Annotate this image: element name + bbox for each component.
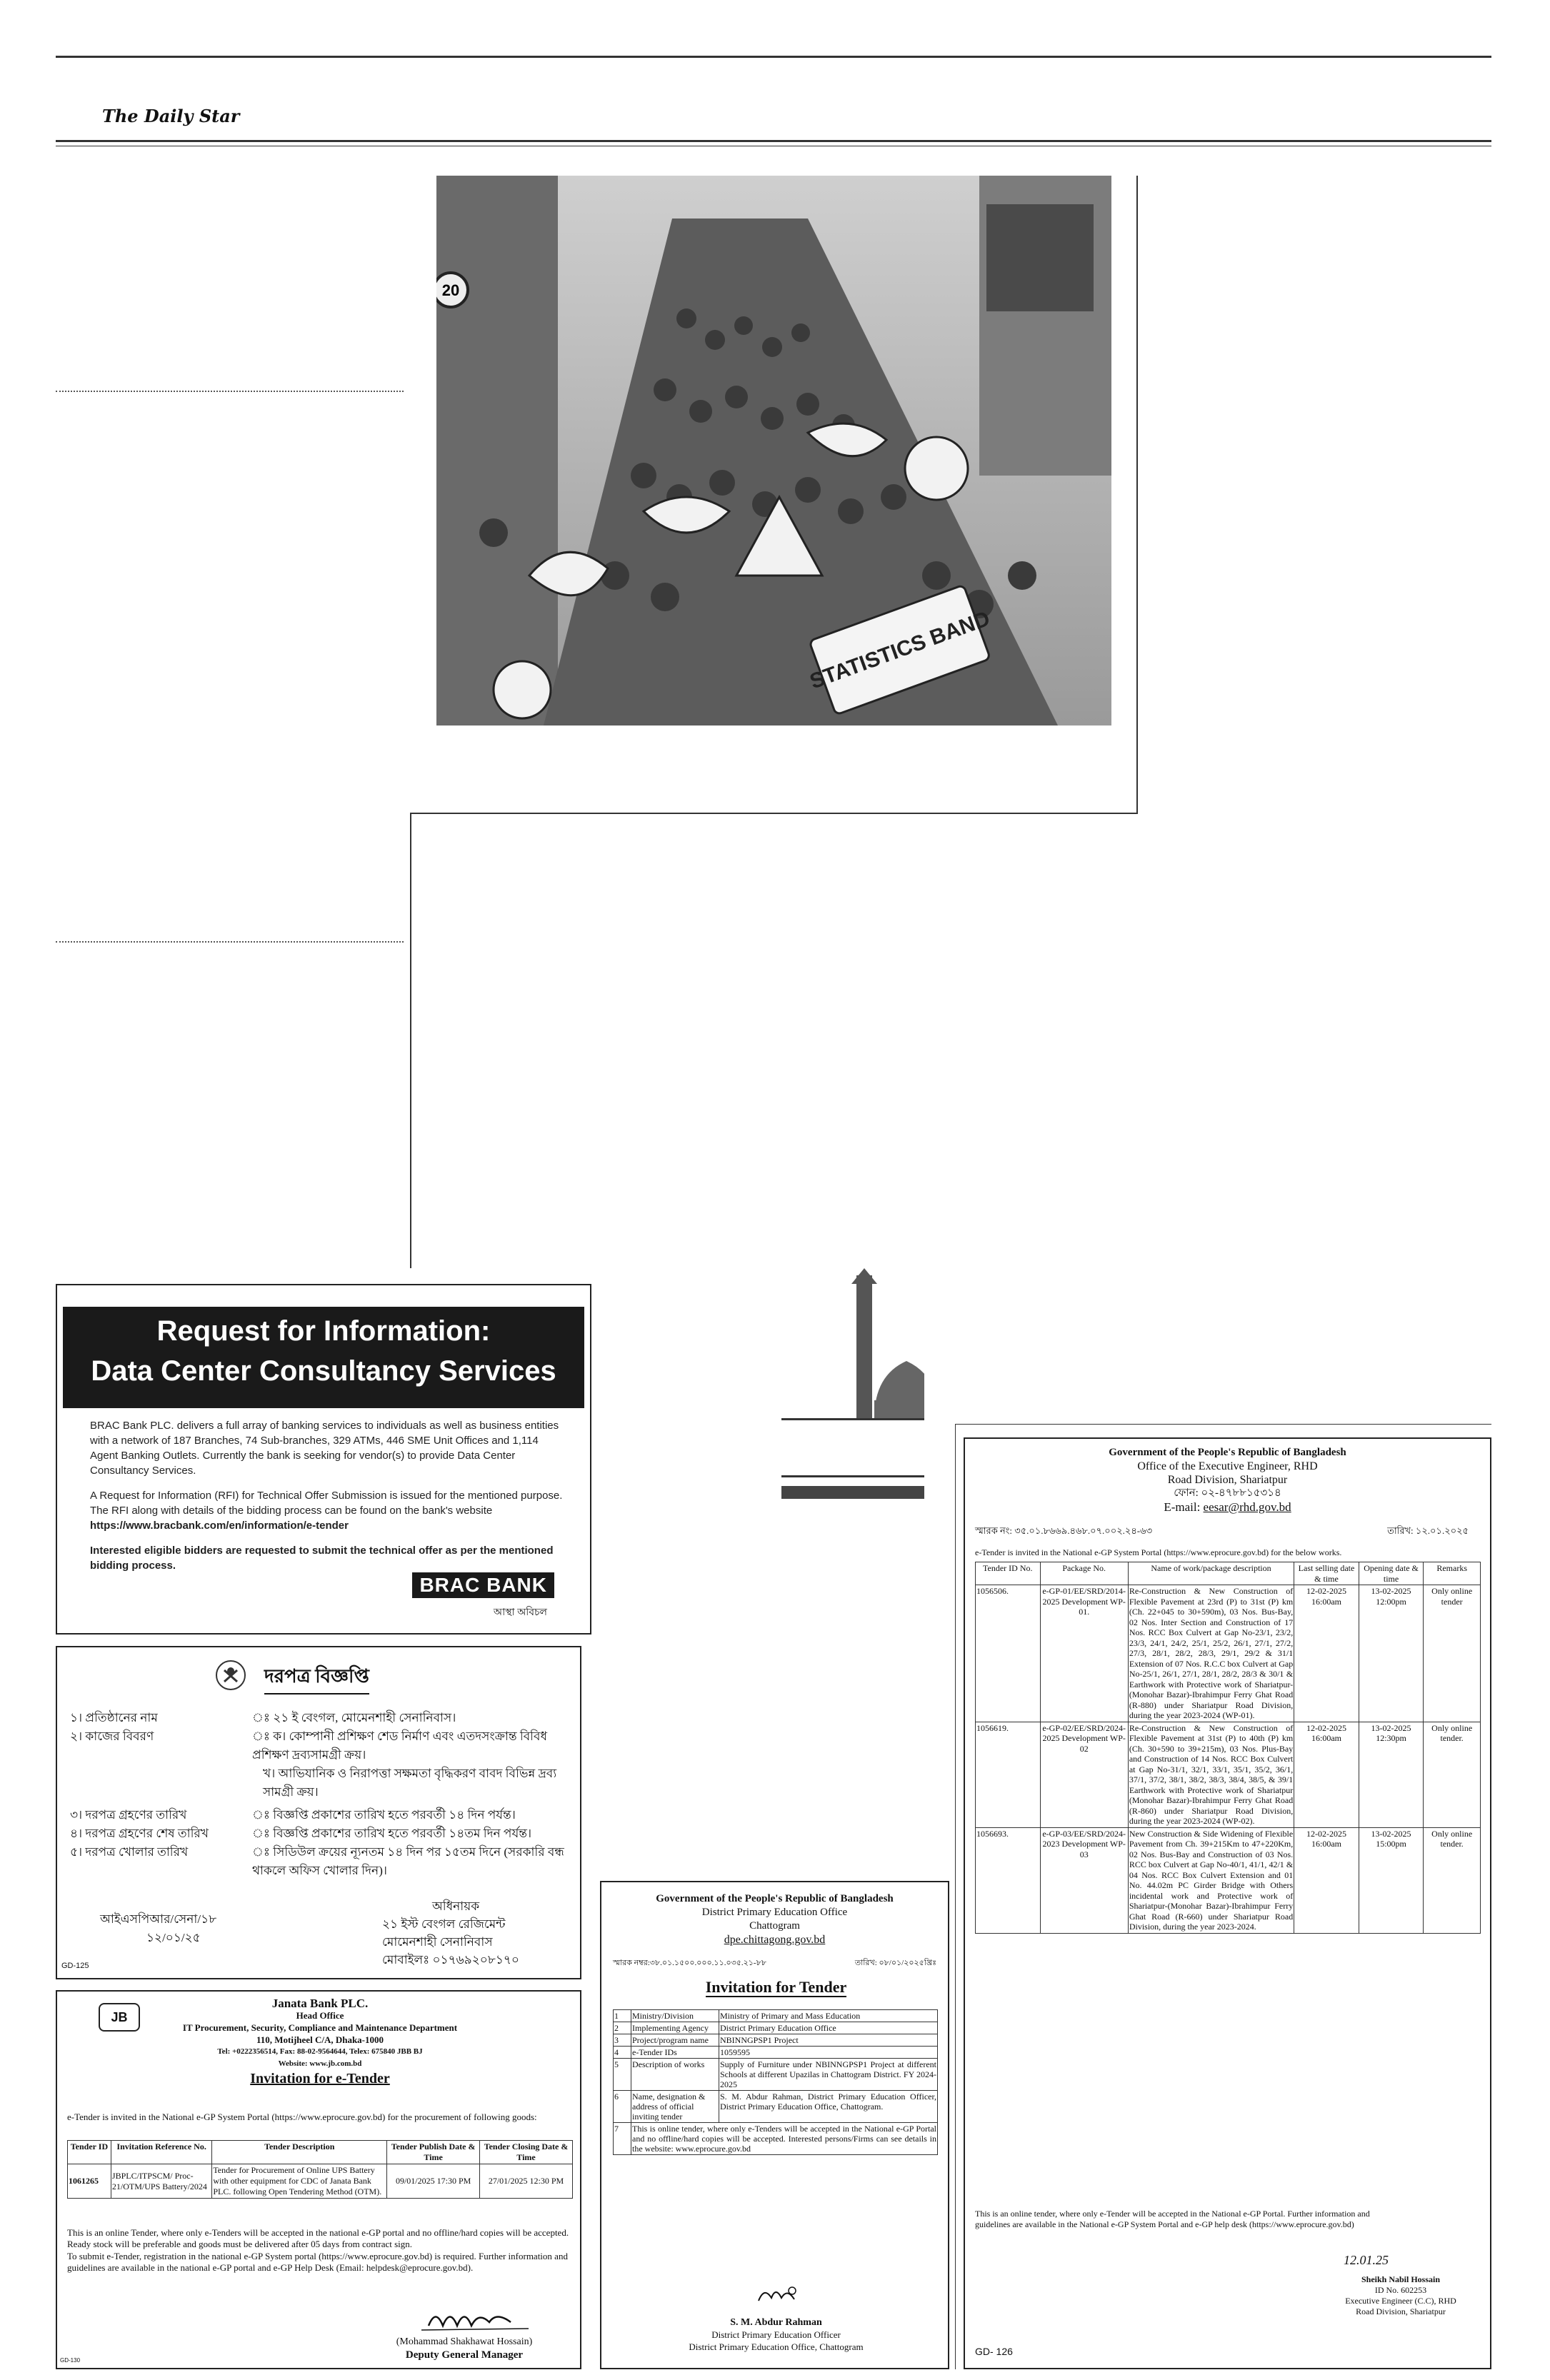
dpe-label-1: Ministry/Division: [631, 2010, 719, 2022]
rhd-signature-block: [1322, 2274, 1479, 2317]
janata-th-desc: Tender Description: [212, 2141, 387, 2164]
bn-row-5: [70, 1824, 570, 1843]
janata-td-closing: 27/01/2025 12:30 PM: [480, 2164, 573, 2199]
dpe-city: Chattogram: [749, 1920, 800, 1932]
rhd-email[interactable]: eesar@rhd.gov.bd: [1203, 1500, 1291, 1514]
janata-web: Website: www.jb.com.bd: [278, 2059, 362, 2068]
rhd-tender-ad: [964, 1437, 1491, 2369]
janata-notes: [67, 2227, 573, 2274]
janata-intro: e-Tender is invited in the National e-GP System Portal (https://www.eprocure.gov.bd) for the procurement of following goods:: [67, 2112, 537, 2122]
bn-ref-date: ১২/০১/২৫: [146, 1931, 201, 1944]
janata-heading: Invitation for e-Tender: [250, 2071, 390, 2087]
janata-tel: Tel: +0222356514, Fax: 88-02-9564644, Telex: 675840 JBB BJ: [217, 2047, 423, 2056]
janata-note-2: To submit e-Tender, registration in the national e-GP System portal (https://www.eprocure.gov.bd) is required. Further information and guidelines are available in the national e-GP portal and e-GP Help Desk (Email: helpdesk@eprocure.gov.bd).: [67, 2250, 568, 2273]
table-row: [976, 1722, 1481, 1827]
rhd-th-desc: Name of work/package description: [1128, 1562, 1294, 1585]
janata-td-desc: Tender for Procurement of Online UPS Battery with other equipment for CDC of Janata Bank PLC. following Open Tendering Method (OTM).: [212, 2164, 387, 2199]
rhd-td-sell-3: 12-02-2025 16:00am: [1294, 1827, 1359, 1933]
table-row: [614, 2059, 938, 2091]
bn-row-4: [70, 1806, 570, 1824]
brac-title-line1: Request for Information:: [156, 1315, 491, 1347]
dpe-n-1: 1: [614, 2010, 631, 2022]
bn-row-4-label: ৩। দরপত্র গ্রহণের তারিখ: [70, 1808, 187, 1822]
janata-address: 110, Motijheel C/A, Dhaka-1000: [256, 2034, 384, 2045]
rhd-email-label: E-mail:: [1164, 1500, 1204, 1514]
rhd-td-pkg-3: e-GP-03/EE/SRD/2024-2023 Development WP-03: [1040, 1827, 1128, 1933]
placard-text: STATISTICS BAND: [806, 606, 994, 694]
dpe-label-4: e-Tender IDs: [631, 2047, 719, 2059]
mosque-icon: [774, 1268, 924, 1511]
masthead-rule-1: [56, 140, 1491, 142]
table-row: [68, 2164, 573, 2199]
dpe-office: District Primary Education Office: [701, 1907, 848, 1918]
speed-sign-text: 20: [441, 281, 460, 299]
rhd-note: This is an online tender, where only e-Tender will be accepted in the National e-GP Portal. Further information and guidelines are available in the National e-GP System Portal and e-GP help desk (https://www.eprocure.gov.bd): [975, 2209, 1370, 2229]
bn-row-1: [70, 1709, 570, 1727]
table-row: [976, 1827, 1481, 1933]
dpe-n-5: 5: [614, 2059, 631, 2091]
mosque-graphic-area: [774, 1268, 924, 1511]
dpe-sig-office: District Primary Education Office, Chattogram: [689, 2341, 864, 2352]
rally-photo-image: [436, 176, 1111, 725]
rhd-header: [965, 1439, 1490, 1514]
rhd-th-remarks: Remarks: [1424, 1562, 1481, 1585]
rhd-td-remarks-3: Only online tender.: [1424, 1827, 1481, 1933]
bn-row-6-value: ঃ সিডিউল ক্রয়ের ন্যূনতম ১৪ দিন পর ১৫তম দিনে (সরকারি বন্ধ থাকলে অফিস খোলার দিন)।: [252, 1845, 564, 1877]
rhd-td-remarks-2: Only online tender.: [1424, 1722, 1481, 1827]
bn-row-6-label: ৫। দরপত্র খোলার তারিখ: [70, 1845, 189, 1859]
bn-gd-code: GD-125: [61, 1962, 89, 1970]
dpe-sig-title: District Primary Education Officer: [711, 2329, 841, 2340]
brac-bank-logo: BRAC BANK: [412, 1572, 554, 1598]
rhd-td-id-2: 1056619.: [976, 1722, 1041, 1827]
rhd-th-id: Tender ID No.: [976, 1562, 1041, 1585]
bn-row-2-label: ২। কাজের বিবরণ: [70, 1729, 154, 1743]
table-row: [614, 2047, 938, 2059]
dpe-label-6: Name, designation & address of official inviting tender: [631, 2091, 719, 2123]
table-row: [614, 2091, 938, 2123]
dpe-value-5: Supply of Furniture under NBINNGPSP1 Project at different Schools at different Upazilas in Chattogram District. FY 2024-2025: [720, 2059, 936, 2089]
janata-table-header: [68, 2141, 573, 2164]
dpe-sig-name: S. M. Abdur Rahman: [730, 2317, 822, 2328]
story-frame-right: [1136, 176, 1138, 813]
brac-title-banner: [63, 1307, 584, 1408]
dpe-n-2: 2: [614, 2022, 631, 2034]
rhd-sig-id: ID No. 602253: [1374, 2285, 1427, 2295]
janata-td-ref: JBPLC/ITPSCM/ Proc-21/OTM/UPS Battery/2024: [111, 2164, 211, 2199]
army-emblem-icon: [216, 1660, 246, 1690]
bn-sig-phone: মোবাইলঃ ০১৭৬৯২০৮১৭০: [382, 1953, 519, 1967]
rhd-td-open-1: 13-02-2025 12:00pm: [1359, 1585, 1424, 1722]
table-row: [614, 2034, 938, 2047]
dpe-tender-table: [613, 2009, 938, 2155]
story-frame-bottom: [410, 813, 1138, 814]
brac-bidders-note: Interested eligible bidders are requested to submit the technical offer as per the mentioned bidding process.: [90, 1545, 554, 1572]
dpe-signature-block: [601, 2316, 951, 2353]
janata-gd-code: GD-130: [60, 2357, 81, 2364]
janata-th-publish: Tender Publish Date & Time: [387, 2141, 480, 2164]
brac-bank-ad: [56, 1284, 591, 1635]
bangla-tender-notice: [56, 1646, 581, 1979]
brac-tender-link[interactable]: https://www.bracbank.com/en/information/e-tender: [90, 1520, 349, 1532]
dpe-value-3: NBINNGPSP1 Project: [719, 2034, 938, 2047]
daily-star-logo: The Daily Star: [102, 106, 240, 126]
rhd-td-sell-1: 12-02-2025 16:00am: [1294, 1585, 1359, 1722]
janata-note-1: This is an online Tender, where only e-Tenders will be accepted in the national e-GP portal and no offline/hard copies will be accepted. Ready stock will be preferable and goods must be delivered after 05 days from contract sign.: [67, 2227, 569, 2250]
janata-td-publish: 09/01/2025 17:30 PM: [387, 2164, 480, 2199]
rhd-td-id-3: 1056693.: [976, 1827, 1041, 1933]
dpe-n-7: 7: [614, 2123, 631, 2155]
rhd-sig-title: Executive Engineer (C.C), RHD: [1345, 2296, 1456, 2306]
rhd-td-pkg-1: e-GP-01/EE/SRD/2014-2025 Development WP-01.: [1040, 1585, 1128, 1722]
dpe-value-2: District Primary Education Office: [719, 2022, 938, 2034]
bn-row-1-value: ঃ ২১ ই বেংগল, মোমেনশাহী সেনানিবাস।: [252, 1711, 456, 1724]
rhd-td-desc-3: New Construction & Side Widening of Flexible Pavement from Ch. 39+215Km to 47+220Km, 02 Nos. Bus-Bay and Construction of 03 Nos. RCC box Culvert at Gap No-40/1, 41/1, 42/1 & 04 Nos. RCC Box Culvert Extension and 01 No. 44.02m PC Girder Bridge with Others incidental work and Protective work of Shariatpur-(Monohar Bazar)-Ibrahimpur Ferry Ghat Road (R-660) under Shariatpur Road Division, during the year 2023-2024.: [1129, 1828, 1294, 1932]
brac-intro-text: BRAC Bank PLC. delivers a full array of banking services to individuals as well as business entities with a network of 187 Branches, 74 Sub-branches, 329 ATMs, 446 SME Unit Offices and 1,114 Agent Banking Outlets. Currently the bank is seeking for vendor(s) to provide Data Center Consultancy Services.: [90, 1420, 559, 1477]
rhd-date: তারিখ: ১২.০১.২০২৫: [1387, 1525, 1469, 1536]
dpe-tender-ad: [600, 1881, 949, 2369]
bn-row-5-label: ৪। দরপত্র গ্রহণের শেষ তারিখ: [70, 1827, 209, 1840]
left-column-divider-1: [56, 391, 404, 392]
bn-row-4-value: ঃ বিজ্ঞপ্তি প্রকাশের তারিখ হতে পরবর্তী ১৪ দিন পর্যন্ত।: [252, 1808, 516, 1822]
bn-row-3-value: খ। আভিযানিক ও নিরাপত্তা সক্ষমতা বৃদ্ধিকরণ বাবদ বিভিন্ন দ্রব্য সামগ্রী ক্রয়।: [263, 1767, 557, 1799]
rhd-th-open: Opening date & time: [1359, 1562, 1424, 1585]
janata-th-ref: Invitation Reference No.: [111, 2141, 211, 2164]
bn-row-3: [70, 1764, 570, 1802]
janata-sig-name: (Mohammad Shakhawat Hossain): [396, 2336, 533, 2347]
rhd-td-desc-1: Re-Construction & New Construction of Flexible Pavement at 23rd (P) to 31st (P) km (Ch. 22+045 to 30+590m), 03 Nos. Bus-Bay, 02 Nos. Inter Section and Construction of 17 Nos. RCC Box Culvert at Gap No-23/1, 23/2, 23/3, 24/1, 24/2, 25/1, 25/2, 26/1, 27/1, 27/2, 27/3, 28/1, 28/2, 28/3, 29/1, 29/2 & 31/1 Extension of 07 Nos. R.C.C box Culvert at Gap No-25/1, 26/1, 27/1, 28/1, 28/2, 28/3 & 30/1 & Earthwork with Protective work of Shariatpur- (Monohar Bazar)-Ibrahimpur Ferry Ghat Road (R-880) under Shariatpur Road Division, during the year 2023-2024 (WP-01).: [1129, 1586, 1294, 1720]
bn-row-5-value: ঃ বিজ্ঞপ্তি প্রকাশের তারিখ হতে পরবর্তী ১৪তম দিন পর্যন্ত।: [252, 1827, 532, 1840]
dpe-value-1: Ministry of Primary and Mass Education: [719, 2010, 938, 2022]
janata-office: Head Office: [296, 2010, 344, 2021]
dpe-value-7: This is online tender, where only e-Tenders will be accepted in the National e-GP Portal and no offline/hard copies will be accepted. Interested persons/Firms can see details in the website: www.eprocure.gov.bd: [632, 2124, 936, 2154]
rhd-memo: স্মারক নং: ৩৫.০১.৮৬৬৯.৪৬৮.০৭.০০২.২৪-৬৩: [975, 1525, 1153, 1536]
dpe-web: dpe.chittagong.gov.bd: [724, 1934, 826, 1946]
janata-th-closing: Tender Closing Date & Time: [480, 2141, 573, 2164]
rhd-sig-division: Road Division, Shariatpur: [1356, 2306, 1446, 2316]
rhd-td-sell-2: 12-02-2025 16:00am: [1294, 1722, 1359, 1827]
janata-td-id: 1061265: [68, 2164, 111, 2199]
brac-rfi-sentence: A Request for Information (RFI) for Technical Offer Submission is issued for the mentioned purpose. The RFI along with details of the bidding process can be found on the bank's website: [90, 1490, 563, 1517]
janata-signature-block: [364, 2336, 564, 2361]
janata-logo-icon: JB: [99, 2003, 140, 2032]
dpe-heading-wrap: [601, 1978, 951, 1997]
table-row: [976, 1585, 1481, 1722]
rhd-division: Road Division, Shariatpur: [1167, 1474, 1288, 1486]
janata-th-id: Tender ID: [68, 2141, 111, 2164]
janata-sig-title: Deputy General Manager: [405, 2349, 524, 2361]
janata-tender-table: [67, 2140, 573, 2199]
janata-dept: IT Procurement, Security, Compliance and Maintenance Department: [182, 2022, 458, 2033]
rhd-intro: e-Tender is invited in the National e-GP System Portal (https://www.eprocure.gov.bd) for the below works.: [975, 1547, 1342, 1557]
bangla-tender-title: দরপত্র বিজ্ঞপ্তি: [264, 1662, 369, 1694]
dpe-date: তারিখ: ০৮/০১/২০২৫খ্রিঃ: [854, 1959, 936, 1967]
janata-signature-image: [386, 2304, 543, 2336]
dpe-n-6: 6: [614, 2091, 631, 2123]
dpe-gov: Government of the People's Republic of Bangladesh: [656, 1893, 894, 1904]
rhd-td-remarks-1: Only online tender: [1424, 1585, 1481, 1722]
rhd-th-sell: Last selling date & time: [1294, 1562, 1359, 1585]
bn-row-2-value: ঃ ক। কোম্পানী প্রশিক্ষণ শেড নির্মাণ এবং এতদসংক্রান্ত বিবিধ প্রশিক্ষণ দ্রব্যসামগ্রী ক্রয়।: [252, 1729, 548, 1762]
rhd-th-package: Package No.: [1040, 1562, 1128, 1585]
bn-row-3-label: [70, 1764, 263, 1802]
dpe-label-3: Project/program name: [631, 2034, 719, 2047]
rhd-office: Office of the Executive Engineer, RHD: [1137, 1460, 1318, 1472]
story-frame-left: [410, 813, 411, 1268]
rhd-outer-left: [955, 1424, 956, 2369]
rhd-gov: Government of the People's Republic of Bangladesh: [1109, 1447, 1346, 1458]
dpe-memo: স্মারক নম্বর:৩৮.০১.১৫০০.০০০.১১.০৩৫.২১-৮৮: [613, 1959, 766, 1967]
bangla-tender-details: [70, 1709, 570, 1880]
rhd-phone: ফোন: ০২-৪৭৮৮১৫৩১৪: [1174, 1487, 1281, 1499]
dpe-signature-image: [601, 2282, 951, 2311]
bn-row-6: [70, 1843, 570, 1880]
janata-bank-ad: [56, 1990, 581, 2369]
bn-signature-block: [382, 1897, 568, 1969]
rhd-outer-top: [955, 1424, 1491, 1425]
table-row: [614, 2022, 938, 2034]
rhd-td-id-1: 1056506.: [976, 1585, 1041, 1722]
bn-sig-title: অধিনায়ক: [432, 1899, 480, 1913]
dpe-label-2: Implementing Agency: [631, 2022, 719, 2034]
dpe-value-6: S. M. Abdur Rahman, District Primary Education Officer, District Primary Education Office, Chattogram.: [719, 2091, 938, 2123]
rhd-td-open-3: 13-02-2025 15:00pm: [1359, 1827, 1424, 1933]
rhd-gd-code: GD- 126: [975, 2346, 1013, 2357]
brac-title-line2: Data Center Consultancy Services: [91, 1355, 556, 1387]
rhd-table-header: [976, 1562, 1481, 1585]
dpe-heading: Invitation for Tender: [705, 1978, 847, 1996]
left-column-divider-2: [56, 941, 404, 943]
bn-row-1-label: ১। প্রতিষ্ঠানের নাম: [70, 1711, 158, 1724]
table-row: [614, 2123, 938, 2155]
rally-photo: [436, 176, 1111, 725]
bn-ref-number: আইএসপিআর/সেনা/১৮: [100, 1912, 217, 1926]
rhd-td-pkg-2: e-GP-02/EE/SRD/2024-2025 Development WP-02: [1040, 1722, 1128, 1827]
bn-sig-place: মোমেনশাহী সেনানিবাস: [382, 1935, 493, 1949]
janata-header: [57, 1997, 583, 2085]
rhd-td-desc-2: Re-Construction & New Construction of Flexible Pavement at 31st (P) to 40th (P) km (Ch. 30+590 to 39+215m), 03 Nos. Plus-Bay and Construction of 14 Nos. RCC Box Culvert at Gap No-31/1, 32/1, 33/1, 35/1, 35/2, 36/1, 37/1, 37/2, 38/1, 38/2, 38/3, 38/4, 38/5, & 39/1 Earthwork with Protective work of Shariatpur (Monohar Bazar)-Ibrahimpur Ferry Ghat Road (R-860) under Shariatpur Road Division, during the year 2023-2024 (WP-02).: [1129, 1722, 1294, 1826]
dpe-label-5: Description of works: [631, 2059, 719, 2091]
rhd-signature-date: 12.01.25: [1344, 2253, 1389, 2267]
brac-tagline: আস্থা অবিচল: [493, 1607, 547, 1618]
dpe-header: [601, 1882, 948, 1947]
table-row: [614, 2010, 938, 2022]
dpe-n-4: 4: [614, 2047, 631, 2059]
rhd-td-open-2: 13-02-2025 12:30pm: [1359, 1722, 1424, 1827]
bn-sig-unit: ২১ ইস্ট বেংগল রেজিমেন্ট: [382, 1917, 506, 1931]
janata-name: Janata Bank PLC.: [271, 1997, 369, 2010]
top-rule: [56, 56, 1491, 58]
dpe-value-4: 1059595: [719, 2047, 938, 2059]
rhd-sig-name: Sheikh Nabil Hossain: [1361, 2274, 1441, 2284]
bn-row-2: [70, 1727, 570, 1764]
brac-rfi-text: [90, 1488, 563, 1533]
dpe-n-3: 3: [614, 2034, 631, 2047]
rhd-tender-table: [975, 1562, 1481, 1934]
